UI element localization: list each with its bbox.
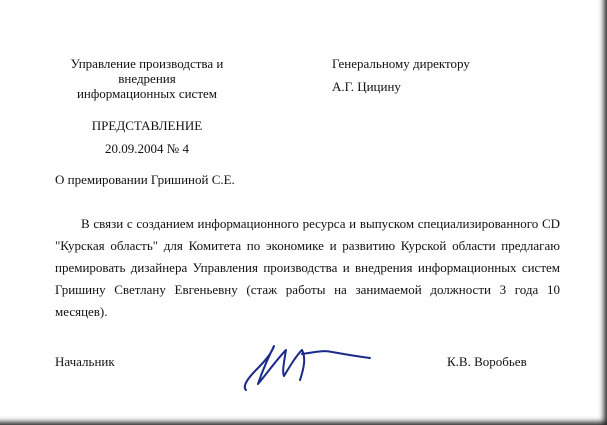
addressee-block [332, 56, 470, 94]
sender-block [52, 56, 242, 101]
signer-position: Начальник [55, 354, 115, 369]
document-type: ПРЕДСТАВЛЕНИЕ [91, 118, 203, 133]
document-date-number: 20.09.2004 № 4 [105, 141, 189, 156]
signer-name: К.В. Воробьев [447, 354, 527, 369]
document-subject: О премировании Гришиной С.Е. [55, 172, 235, 187]
addressee-position: Генеральному директору [332, 56, 470, 71]
sender-line-3: информационных систем [76, 86, 218, 101]
addressee-name: А.Г. Цицину [332, 79, 401, 94]
signature-stroke-tail [302, 351, 370, 358]
signature-stroke-main [245, 346, 304, 390]
handwritten-signature [228, 328, 378, 398]
sender-line-1: Управление производства и [70, 56, 224, 71]
document-body: В связи с созданием информационного ресурса и выпуском специализированного CD "Курская область" для Комитета по экономике и развитию Курской области предлагаю премировать дизайнера Управления производства и внедрения информационных систем Гришину Светлану Евгеньевну (стаж работы на занимаемой должности 3 года 10 месяцев). [55, 216, 560, 319]
sender-line-2: внедрения [118, 71, 176, 86]
